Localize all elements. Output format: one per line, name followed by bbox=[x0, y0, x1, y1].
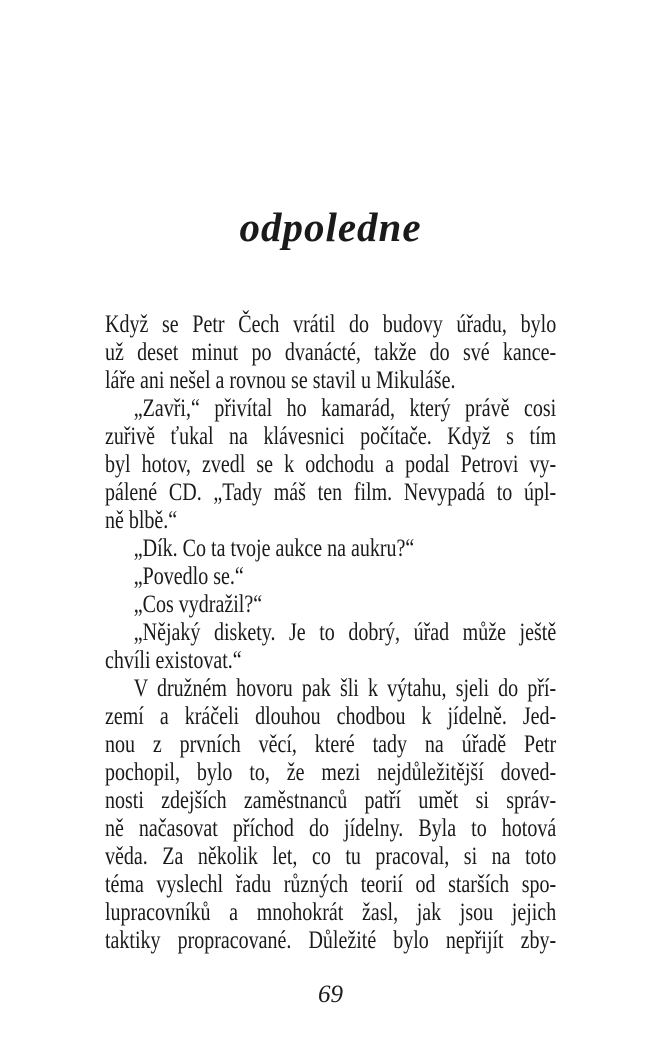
text-line: zemí a kráčeli dlouhou chodbou k jídelně. Jed- bbox=[105, 703, 557, 730]
text-line: „Zavři,“ přivítal ho kamarád, který právě cosi bbox=[133, 395, 557, 422]
page-number: 69 bbox=[318, 981, 343, 1008]
body-text bbox=[105, 311, 556, 955]
paragraph bbox=[105, 563, 556, 591]
text-line: pálené CD. „Tady máš ten film. Nevypadá to úpl- bbox=[105, 479, 557, 506]
text-line: chvíli existovat.“ bbox=[105, 647, 242, 674]
text-line: byl hotov, zvedl se k odchodu a podal Petrovi vy- bbox=[105, 451, 557, 478]
paragraph bbox=[105, 311, 556, 395]
text-line: pochopil, bylo to, že mezi nejdůležitější doved- bbox=[105, 759, 557, 786]
text-line: „Nějaký diskety. Je to dobrý, úřad může ještě bbox=[133, 619, 557, 646]
text-line: věda. Za několik let, co tu pracoval, si na toto bbox=[105, 843, 557, 870]
text-line: taktiky propracované. Důležité bylo nepřijít zby- bbox=[105, 927, 557, 954]
text-line: ně blbě.“ bbox=[105, 507, 178, 534]
chapter-title: odpoledne bbox=[239, 204, 422, 250]
paragraph bbox=[105, 675, 556, 955]
paragraph bbox=[105, 591, 556, 619]
text-line: už deset minut po dvanácté, takže do své kance- bbox=[105, 339, 557, 366]
text-line: zuřivě ťukal na klávesnici počítače. Když s tím bbox=[105, 423, 557, 450]
chapter-title-wrap bbox=[105, 204, 556, 251]
text-line: „Povedlo se.“ bbox=[133, 563, 244, 590]
paragraph bbox=[105, 395, 556, 535]
text-line: „Dík. Co ta tvoje aukce na aukru?“ bbox=[133, 535, 415, 562]
text-line: V družném hovoru pak šli k výtahu, sjeli do pří- bbox=[133, 675, 557, 702]
text-line: nou z prvních věcí, které tady na úřadě Petr bbox=[105, 731, 557, 758]
text-line: lupracovníků a mnohokrát žasl, jak jsou jejich bbox=[105, 899, 557, 926]
text-line: Když se Petr Čech vrátil do budovy úřadu, bylo bbox=[105, 311, 557, 338]
text-line: ně načasovat příchod do jídelny. Byla to hotová bbox=[105, 815, 557, 842]
text-line: láře ani nešel a rovnou se stavil u Mikuláše. bbox=[105, 367, 456, 394]
paragraph bbox=[105, 619, 556, 675]
text-line: téma vyslechl řadu různých teorií od starších spo- bbox=[105, 871, 557, 898]
text-line: „Cos vydražil?“ bbox=[133, 591, 263, 618]
paragraph bbox=[105, 535, 556, 563]
text-line: nosti zdejších zaměstnanců patří umět si správ- bbox=[105, 787, 557, 814]
